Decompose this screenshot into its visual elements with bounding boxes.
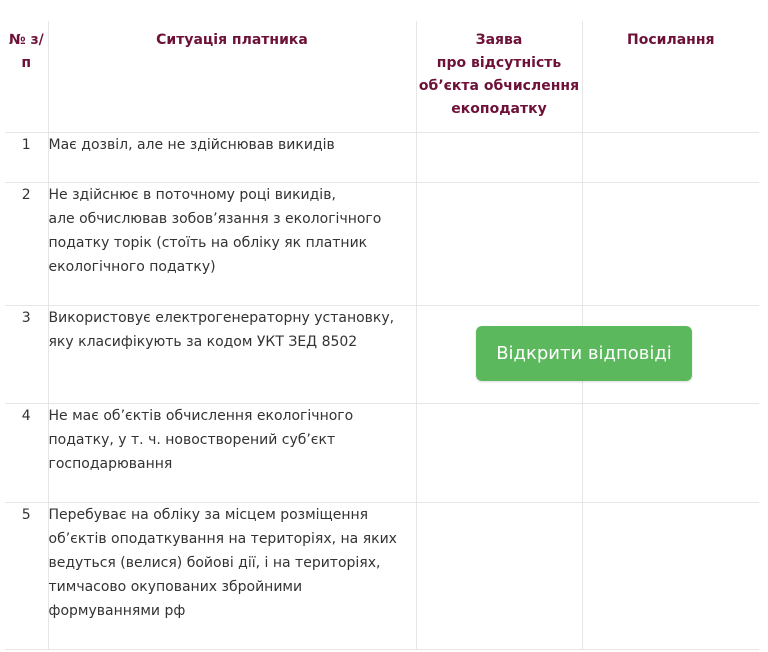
row-declaration-cell — [416, 502, 582, 649]
row-declaration-cell — [416, 182, 582, 305]
row-links-cell — [582, 182, 759, 305]
row-num: 3 — [5, 305, 48, 403]
row-situation-line: яку класифікують за кодом УКТ ЗЕД 8502 — [48, 333, 358, 350]
row-situation-line: податку, у т. ч. новостворений суб’єкт — [48, 431, 336, 448]
header-declaration-line-1: Заява — [475, 32, 523, 48]
row-situation — [48, 132, 416, 182]
table-row — [5, 502, 759, 649]
row-situation-line: тимчасово окупованих збройними — [48, 578, 303, 595]
row-situation-line: але обчислював зобов’язання з екологічного — [48, 210, 382, 227]
row-links-cell — [582, 132, 759, 182]
table-header-row — [5, 21, 759, 132]
row-situation-line: об’єктів оподаткування на територіях, на яких — [48, 530, 397, 547]
row-situation — [48, 305, 416, 403]
table-row — [5, 182, 759, 305]
row-situation-line: Використовує електрогенераторну установку, — [48, 309, 395, 326]
row-num: 4 — [5, 403, 48, 502]
row-num: 2 — [5, 182, 48, 305]
row-situation-line: ведуться (велися) бойові дії, і на територіях, — [48, 554, 381, 571]
row-situation-line: Не має об’єктів обчислення екологічного — [48, 407, 354, 424]
row-situation — [48, 502, 416, 649]
table-row — [5, 403, 759, 502]
row-situation-line: екологічного податку) — [48, 258, 216, 275]
row-declaration-cell — [416, 132, 582, 182]
header-situation: Ситуація платника — [48, 21, 416, 132]
row-situation-line: податку торік (стоїть на обліку як платник — [48, 234, 368, 251]
header-declaration-line-2: про відсутність — [436, 55, 562, 71]
row-situation-line: Не здійснює в поточному році викидів, — [48, 186, 336, 203]
row-situation-line: формуваннями рф — [48, 602, 186, 619]
row-situation — [48, 403, 416, 502]
header-links: Посилання — [582, 21, 759, 132]
open-answers-button[interactable]: Відкрити відповіді — [476, 326, 692, 381]
row-declaration-cell — [416, 403, 582, 502]
row-situation-line: господарювання — [48, 455, 173, 472]
table-row — [5, 132, 759, 182]
row-links-cell — [582, 502, 759, 649]
row-links-cell — [582, 403, 759, 502]
header-declaration — [416, 21, 582, 132]
row-situation-line: Має дозвіл, але не здійснював викидів — [48, 136, 335, 153]
header-declaration-line-3: об’єкта обчислення — [418, 78, 580, 94]
row-situation — [48, 182, 416, 305]
row-situation-line: Перебуває на обліку за місцем розміщення — [48, 506, 369, 523]
row-num: 5 — [5, 502, 48, 649]
header-declaration-line-4: екоподатку — [451, 101, 547, 117]
header-num — [5, 21, 48, 132]
header-num-label: № з/п — [8, 32, 44, 71]
row-num: 1 — [5, 132, 48, 182]
